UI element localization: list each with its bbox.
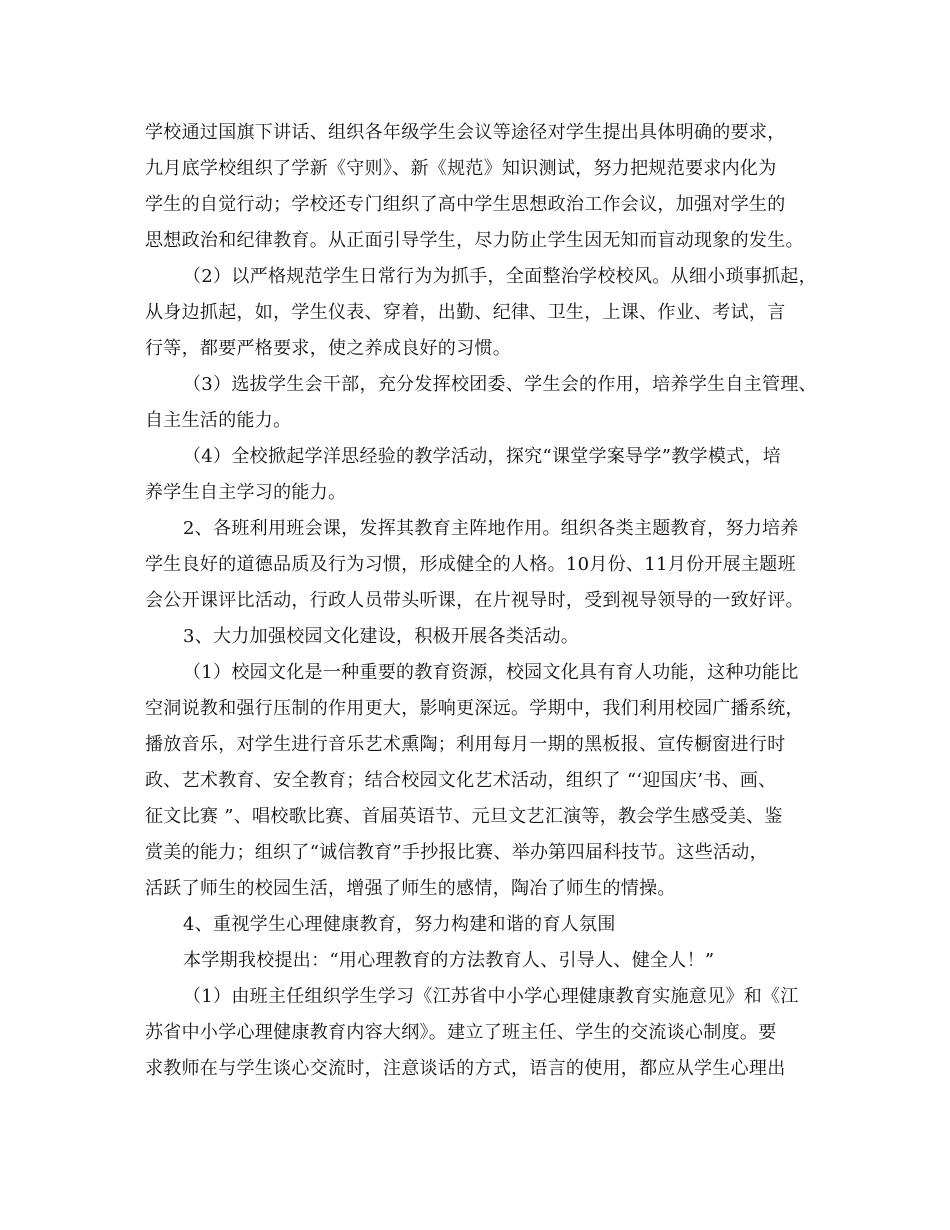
text-line: 苏省中小学心理健康教育内容大纲》。建立了班主任、学生的交流谈心制度。要	[145, 1022, 777, 1043]
text-line: 思想政治和纪律教育。从正面引导学生，尽力防止学生因无知而盲动现象的发生。	[145, 230, 804, 251]
text-line: （3）选拔学生会干部，充分发挥校团委、学生会的作用，培养学生自主管理、	[183, 374, 817, 395]
text-line: 养学生自主学习的能力。	[145, 482, 347, 503]
text-line: （4）全校掀起学洋思经验的教学活动，探究“课堂学案导学”教学模式，培	[183, 446, 782, 467]
text-line: 学生的自觉行动；学校还专门组织了高中学生思想政治工作会议，加强对学生的	[145, 194, 786, 215]
text-line: 2、各班利用班会课，发挥其教育主阵地作用。组织各类主题教育，努力培养	[183, 518, 799, 539]
text-line: 学生良好的道德品质及行为习惯，形成健全的人格。10月份、11月份开展主题班	[145, 554, 796, 575]
text-line: 赏美的能力；组织了“诚信教育”手抄报比赛、举办第四届科技节。这些活动，	[145, 842, 768, 863]
text-line: 4、重视学生心理健康教育，努力构建和谐的育人氛围	[183, 914, 616, 935]
text-line: 会公开课评比活动，行政人员带头听课，在片视导时，受到视导领导的一致好评。	[145, 590, 804, 611]
text-line: 本学期我校提出：“用心理教育的方法教育人、引导人、健全人！”	[183, 950, 715, 971]
text-line: 3、大力加强校园文化建设，积极开展各类活动。	[183, 626, 580, 647]
text-line: 从身边抓起，如，学生仪表、穿着，出勤、纪律、卫生，上课、作业、考试，言	[145, 302, 786, 323]
text-line: （1）由班主任组织学生学习《江苏省中小学心理健康教育实施意见》和《江	[183, 986, 799, 1007]
text-line: 学校通过国旗下讲话、组织各年级学生会议等途径对学生提出具体明确的要求，	[145, 122, 786, 143]
text-line: 自主生活的能力。	[145, 410, 292, 431]
text-line: （2）以严格规范学生日常行为为抓手，全面整治学校校风。从细小琐事抓起，	[183, 266, 817, 287]
text-line: 播放音乐，对学生进行音乐艺术熏陶；利用每月一期的黑板报、宣传橱窗进行时	[145, 734, 786, 755]
text-line: 九月底学校组织了学新《守则》、新《规范》知识测试，努力把规范要求内化为	[145, 158, 777, 179]
text-line: （1）校园文化是一种重要的教育资源，校园文化具有育人功能，这种功能比	[183, 662, 799, 683]
text-line: 政、艺术教育、安全教育；结合校园文化艺术活动，组织了 “‘迎国庆’书、画、	[145, 770, 777, 791]
text-line: 行等，都要严格要求，使之养成良好的习惯。	[145, 338, 511, 359]
text-line: 空洞说教和强行压制的作用更大，影响更深远。学期中，我们利用校园广播系统，	[145, 698, 804, 719]
text-line: 征文比赛 ”、唱校歌比赛、首届英语节、元旦文艺汇演等，教会学生感受美、鉴	[145, 806, 783, 827]
text-line: 求教师在与学生谈心交流时，注意谈话的方式，语言的使用，都应从学生心理出	[145, 1058, 786, 1079]
text-line: 活跃了师生的校园生活，增强了师生的感情，陶冶了师生的情操。	[145, 878, 676, 899]
